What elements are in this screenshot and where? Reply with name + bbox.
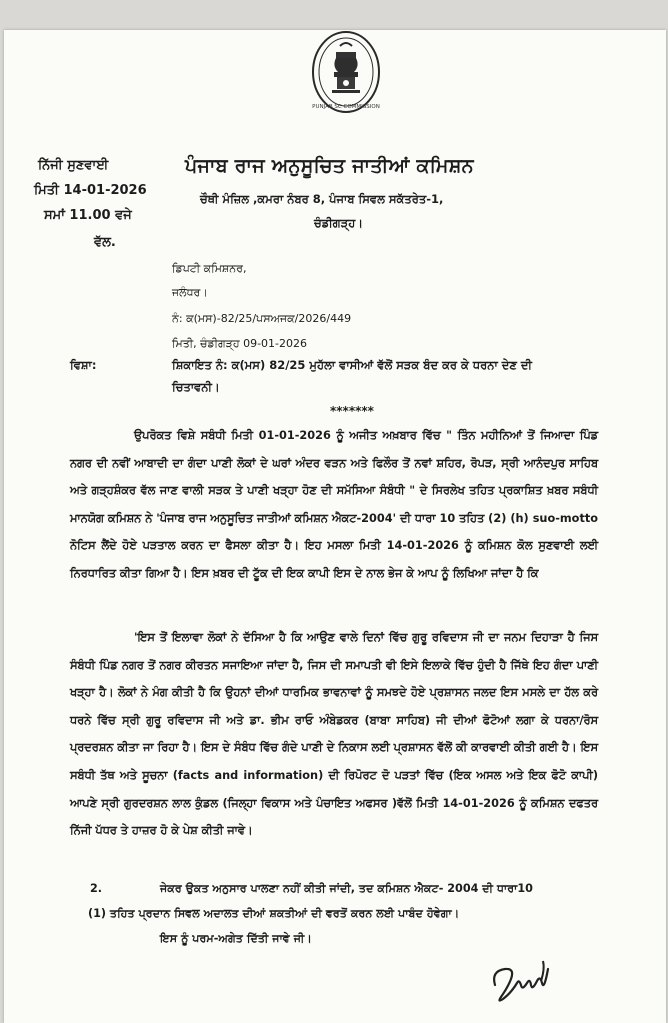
compliance-line-2: (1) ਤਹਿਤ ਪ੍ਰਦਾਨ ਸਿਵਲ ਅਦਾਲਤ ਦੀਆਂ ਸ਼ਕਤੀਆਂ ਦੀ ਵਰਤੋਂ ਕਰਨ ਲਈ ਪਾਬੰਦ ਹੋਵੇਗਾ।	[88, 907, 460, 920]
handwritten-signature-icon	[487, 955, 559, 1005]
subject-line-2: ਚਿਤਾਵਨੀ।	[172, 380, 220, 394]
compliance-line-3: ਇਸ ਨੂੰ ਪਰਮ-ਅਗੇਤ ਦਿੱਤੀ ਜਾਵੇ ਜੀ।	[160, 932, 312, 945]
hearing-date: ਮਿਤੀ 14-01-2026	[34, 183, 147, 198]
reference-number: ਨੰ: ਕ(ਮਸ)-82/25/ਪਸਅਜਕ/2026/449	[172, 312, 352, 325]
body-paragraph-1: ਉਪਰੋਕਤ ਵਿਸ਼ੇ ਸਬੰਧੀ ਮਿਤੀ 01-01-2026 ਨੂੰ ਅਜੀਤ ਅਖ਼ਬਾਰ ਵਿੱਚ " ਤਿੰਨ ਮਹੀਨਿਆਂ ਤੋਂ ਜਿਆਦਾ ਪਿੰਡ ਨਗਰ ਦੀ ਨਵੀਂ ਆਬਾਦੀ ਦਾ ਗੰਦਾ ਪਾਣੀ ਲੋਕਾਂ ਦੇ ਘਰਾਂ ਅੰਦਰ ਵੜਨ ਅਤੇ ਫਿਲੌਰ ਤੋਂ ਨਵਾਂ ਸ਼ਹਿਰ, ਰੋਪੜ, ਸ੍ਰੀ ਆਨੰਦਪੁਰ ਸਾਹਿਬ ਅਤੇ ਗੜ੍ਹਸ਼ੰਕਰ ਵੱਲ ਜਾਣ ਵਾਲੀ ਸੜਕ ਤੇ ਪਾਣੀ ਖੜ੍ਹਾ ਹੋਣ ਦੀ ਸਮੱਸਿਆ ਸੰਬੰਧੀ " ਦੇ ਸਿਰਲੇਖ ਤਹਿਤ ਪ੍ਰਕਾਸ਼ਿਤ ਖ਼ਬਰ ਸਬੰਧੀ ਮਾਨਯੋਗ ਕਮਿਸ਼ਨ ਨੇ 'ਪੰਜਾਬ ਰਾਜ ਅਨੁਸੂਚਿਤ ਜਾਤੀਆਂ ਕਮਿਸ਼ਨ ਐਕਟ-2004' ਦੀ ਧਾਰਾ 10 ਤਹਿਤ (2) (h) suo-motto ਨੋਟਿਸ ਲੈਂਦੇ ਹੋਏ ਪੜਤਾਲ ਕਰਨ ਦਾ ਫੈਸਲਾ ਕੀਤਾ ਹੈ। ਇਹ ਮਸਲਾ ਮਿਤੀ 14-01-2026 ਨੂੰ ਕਮਿਸ਼ਨ ਕੋਲ ਸੁਣਵਾਈ ਲਈ ਨਿਰਧਾਰਿਤ ਕੀਤਾ ਗਿਆ ਹੈ। ਇਸ ਖ਼ਬਰ ਦੀ ਟੂੱਕ ਦੀ ਇਕ ਕਾਪੀ ਇਸ ਦੇ ਨਾਲ ਭੇਜ ਕੇ ਆਪ ਨੂੰ ਲਿਖਿਆ ਜਾਂਦਾ ਹੈ ਕਿ	[70, 429, 598, 580]
subject-label: ਵਿਸ਼ਾ:	[70, 358, 97, 372]
to-label: ਵੱਲ.	[94, 235, 116, 250]
body-paragraph-2: 'ਇਸ ਤੋਂ ਇਲਾਵਾ ਲੋਕਾਂ ਨੇ ਦੱਸਿਆ ਹੈ ਕਿ ਆਉਣ ਵਾਲੇ ਦਿਨਾਂ ਵਿੱਚ ਗੁਰੂ ਰਵਿਦਾਸ ਜੀ ਦਾ ਜਨਮ ਦਿਹਾੜਾ ਹੈ ਜਿਸ ਸੰਬੰਧੀ ਪਿੰਡ ਨਗਰ ਤੋਂ ਨਗਰ ਕੀਰਤਨ ਸਜਾਇਆ ਜਾਂਦਾ ਹੈ, ਜਿਸ ਦੀ ਸਮਾਪਤੀ ਵੀ ਇਸੇ ਇਲਾਕੇ ਵਿੱਚ ਹੁੰਦੀ ਹੈ ਜਿੱਥੇ ਇਹ ਗੰਦਾ ਪਾਣੀ ਖੜ੍ਹਾ ਹੈ। ਲੋਕਾਂ ਨੇ ਮੰਗ ਕੀਤੀ ਹੈ ਕਿ ਉਹਨਾਂ ਦੀਆਂ ਧਾਰਮਿਕ ਭਾਵਨਾਵਾਂ ਨੂੰ ਸਮਝਦੇ ਹੋਏ ਪ੍ਰਸ਼ਾਸਨ ਜਲਦ ਇਸ ਮਸਲੇ ਦਾ ਹੱਲ ਕਰੇ ਧਰਨੇ ਵਿੱਚ ਸ੍ਰੀ ਗੁਰੂ ਰਵਿਦਾਸ ਜੀ ਅਤੇ ਡਾ. ਭੀਮ ਰਾਓ ਅੰਬੇਡਕਰ (ਬਾਬਾ ਸਾਹਿਬ) ਜੀ ਦੀਆਂ ਫੋਟੋਆਂ ਲਗਾ ਕੇ ਧਰਨਾ/ਰੋਸ ਪ੍ਰਦਰਸ਼ਨ ਕੀਤਾ ਜਾ ਰਿਹਾ ਹੈ। ਇਸ ਦੇ ਸੰਬੰਧ ਵਿੱਚ ਗੰਦੇ ਪਾਣੀ ਦੇ ਨਿਕਾਸ ਲਈ ਪ੍ਰਸ਼ਾਸਨ ਵੱਲੋਂ ਕੀ ਕਾਰਵਾਈ ਕੀਤੀ ਗਈ ਹੈ। ਇਸ ਸਬੰਧੀ ਤੱਥ ਅਤੇ ਸੂਚਨਾ (facts and information) ਦੀ ਰਿਪੋਰਟ ਦੋ ਪੜਤਾਂ ਵਿੱਚ (ਇਕ ਅਸਲ ਅਤੇ ਇਕ ਫੋਟੋ ਕਾਪੀ) ਆਪਣੇ ਸ੍ਰੀ ਗੁਰਦਰਸ਼ਨ ਲਾਲ ਕੁੰਡਲ (ਜਿਲ੍ਹਾ ਵਿਕਾਸ ਅਤੇ ਪੰਚਾਇਤ ਅਫਸਰ )ਵੱਲੋਂ ਮਿਤੀ 14-01-2026 ਨੂੰ ਕਮਿਸ਼ਨ ਦਫਤਰ ਨਿੱਜੀ ਪੱਧਰ ਤੇ ਹਾਜ਼ਰ ਹੋ ਕੇ ਪੇਸ਼ ਕੀਤੀ ਜਾਵੇ।	[70, 631, 598, 838]
paragraph-number: 2.	[90, 882, 103, 895]
letter-date: ਮਿਤੀ, ਚੰਡੀਗੜ੍ਹ 09-01-2026	[172, 337, 308, 350]
compliance-line-1: ਜੇਕਰ ਉਕਤ ਅਨੁਸਾਰ ਪਾਲਣਾ ਨਹੀਂ ਕੀਤੀ ਜਾਂਦੀ, ਤਦ ਕਮਿਸ਼ਨ ਐਕਟ- 2004 ਦੀ ਧਾਰਾ10	[160, 882, 533, 895]
separator: *******	[330, 404, 374, 418]
letter-sheet	[4, 30, 666, 1023]
hearing-label: ਨਿੱਜੀ ਸੁਣਵਾਈ	[38, 158, 109, 173]
recipient-designation: ਡਿਪਟੀ ਕਮਿਸ਼ਨਰ,	[172, 262, 247, 275]
address-line-2: ਚੰਡੀਗੜ੍ਹ।	[314, 216, 364, 230]
svg-text:PUNJAB SC COMMISSION: PUNJAB SC COMMISSION	[312, 104, 380, 110]
recipient-city: ਜਲੰਧਰ।	[172, 286, 208, 299]
hearing-time: ਸਮਾਂ 11.00 ਵਜੇ	[44, 208, 132, 223]
commission-title: ਪੰਜਾਬ ਰਾਜ ਅਨੁਸੂਚਿਤ ਜਾਤੀਆਂ ਕਮਿਸ਼ਨ	[185, 155, 474, 177]
state-emblem-icon	[310, 30, 382, 116]
subject-line-1: ਸ਼ਿਕਾਇਤ ਨੰ: ਕ(ਮਸ) 82/25 ਮੁਹੱਲਾ ਵਾਸੀਆਂ ਵੱਲੋਂ ਸੜਕ ਬੰਦ ਕਰ ਕੇ ਧਰਨਾ ਦੇਣ ਦੀ	[172, 358, 532, 372]
address-line-1: ਚੌਥੀ ਮੰਜ਼ਿਲ ,ਕਮਰਾ ਨੰਬਰ 8, ਪੰਜਾਬ ਸਿਵਲ ਸਕੱਤਰੇਤ-1,	[200, 192, 444, 206]
